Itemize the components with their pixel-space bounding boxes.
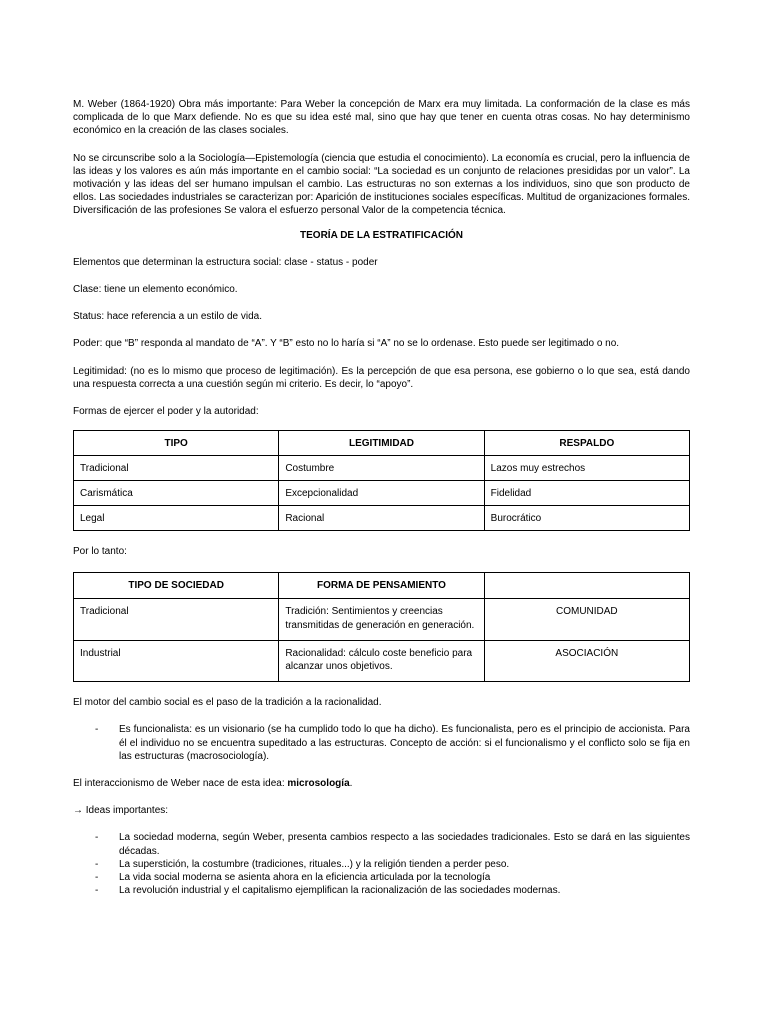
list-item bbox=[73, 858, 690, 871]
table-cell: Legal bbox=[74, 506, 279, 531]
table-poder-autoridad bbox=[73, 430, 690, 531]
paragraph-interaccionismo bbox=[73, 777, 690, 790]
list-marker: - bbox=[95, 872, 99, 884]
table-cell: Tradicional bbox=[74, 456, 279, 481]
interaccionismo-keyword: microsología bbox=[287, 778, 350, 790]
table-cell: ASOCIACIÓN bbox=[484, 640, 689, 681]
list-item bbox=[73, 723, 690, 763]
list-marker: - bbox=[95, 724, 99, 736]
table-row bbox=[74, 506, 690, 531]
list-item-text: Es funcionalista: es un visionario (se ha cumplido todo lo que ha dicho). Es funcionalista, pero es el principio de accionista. Para él el individuo no se encuentra supeditado a las estructuras. Concepto de acción: si el funcionalismo y el conflicto solo se fija en las estructuras (macrosociología). bbox=[119, 724, 690, 762]
table-cell: Lazos muy estrechos bbox=[484, 456, 689, 481]
document-page bbox=[73, 98, 690, 898]
paragraph-elementos: Elementos que determinan la estructura social: clase - status - poder bbox=[73, 256, 378, 268]
list-marker: - bbox=[95, 858, 99, 870]
table-cell: COMUNIDAD bbox=[484, 599, 689, 640]
list-marker: - bbox=[95, 832, 99, 844]
table-cell: Excepcionalidad bbox=[279, 481, 484, 506]
paragraph-legitimidad: Legitimidad: (no es lo mismo que proceso de legitimación). Es la percepción de que esa persona, ese gobierno o lo que sea, está dando una respuesta correcta a una cuestión según mi criterio. Es decir, lo “apoyo”. bbox=[73, 365, 690, 390]
table-row bbox=[74, 599, 690, 640]
table-cell: Industrial bbox=[74, 640, 279, 681]
table-tipo-sociedad bbox=[73, 572, 690, 682]
table-header-cell: RESPALDO bbox=[484, 431, 689, 456]
paragraph-clase: Clase: tiene un elemento económico. bbox=[73, 284, 238, 296]
section-title: TEORÍA DE LA ESTRATIFICACIÓN bbox=[300, 229, 463, 241]
list-item-text: La vida social moderna se asienta ahora en la eficiencia articulada por la tecnología bbox=[119, 872, 491, 884]
table-cell: Carismática bbox=[74, 481, 279, 506]
table-cell: Racional bbox=[279, 506, 484, 531]
table-cell: Racionalidad: cálculo coste beneficio para alcanzar unos objetivos. bbox=[279, 640, 484, 681]
table-row bbox=[74, 640, 690, 681]
paragraph-weber-intro: M. Weber (1864-1920) Obra más importante: Para Weber la concepción de Marx era muy limitada. La conformación de la clase es más complicada de lo que Marx defiende. No es que su idea esté mal, sino que hay que tener en cuenta otras cosas. No hay determinismo económico en la creación de las clases sociales. bbox=[73, 99, 690, 137]
paragraph-ideas: → Ideas importantes: bbox=[73, 805, 169, 817]
table-header-row bbox=[74, 573, 690, 599]
table-header-cell: TIPO DE SOCIEDAD bbox=[74, 573, 279, 599]
list-item-text: La sociedad moderna, según Weber, presenta cambios respecto a las sociedades tradicionales. Esto se dará en las siguientes décadas. bbox=[119, 832, 690, 857]
table-cell: Fidelidad bbox=[484, 481, 689, 506]
paragraph-poder: Poder: que “B” responda al mandato de “A”. Y “B” esto no lo haría si “A” no se lo ordenase. Esto puede ser legitimado o no. bbox=[73, 338, 620, 350]
table-header-cell bbox=[484, 573, 689, 599]
bullet-list-ideas bbox=[73, 831, 690, 897]
list-marker: - bbox=[95, 885, 99, 897]
paragraph-formas: Formas de ejercer el poder y la autoridad: bbox=[73, 406, 259, 418]
list-item bbox=[73, 831, 690, 857]
table-cell: Tradicional bbox=[74, 599, 279, 640]
table-cell: Burocrático bbox=[484, 506, 689, 531]
list-item-text: La revolución industrial y el capitalismo ejemplifican la racionalización de las sociedades modernas. bbox=[119, 885, 561, 897]
table-row bbox=[74, 456, 690, 481]
table-header-cell: TIPO bbox=[74, 431, 279, 456]
table-header-row bbox=[74, 431, 690, 456]
table-cell: Tradición: Sentimientos y creencias transmitidas de generación en generación. bbox=[279, 599, 484, 640]
paragraph-motor: El motor del cambio social es el paso de la tradición a la racionalidad. bbox=[73, 697, 382, 709]
table-header-cell: FORMA DE PENSAMIENTO bbox=[279, 573, 484, 599]
paragraph-por-lo-tanto: Por lo tanto: bbox=[73, 546, 127, 558]
list-item-text: La superstición, la costumbre (tradiciones, rituales...) y la religión tienden a perder peso. bbox=[119, 858, 510, 870]
table-cell: Costumbre bbox=[279, 456, 484, 481]
paragraph-status: Status: hace referencia a un estilo de vida. bbox=[73, 311, 263, 323]
interaccionismo-text: El interaccionismo de Weber nace de esta idea: bbox=[73, 778, 288, 790]
table-row bbox=[74, 481, 690, 506]
interaccionismo-end: . bbox=[349, 778, 353, 790]
bullet-list-funcionalista bbox=[73, 723, 690, 763]
list-item bbox=[73, 871, 690, 884]
table-header-cell: LEGITIMIDAD bbox=[279, 431, 484, 456]
paragraph-sociologia: No se circunscribe solo a la Sociología—Epistemología (ciencia que estudia el conocimiento). La economía es crucial, pero la influencia de las ideas y los valores es aún más importante en el cambio social: “La sociedad es un conjunto de relaciones presididas por un valor”. La motivación y las ideas del ser humano impulsan el cambio. Las estructuras no son externas a los individuos, sino que son producto de ellos. Las sociedades industriales se caracterizan por: Aparición de instituciones sociales específicas. Multitud de organizaciones formales. Diversificación de las profesiones Se valora el esfuerzo personal Valor de la competencia técnica. bbox=[73, 152, 690, 217]
list-item bbox=[73, 884, 690, 897]
